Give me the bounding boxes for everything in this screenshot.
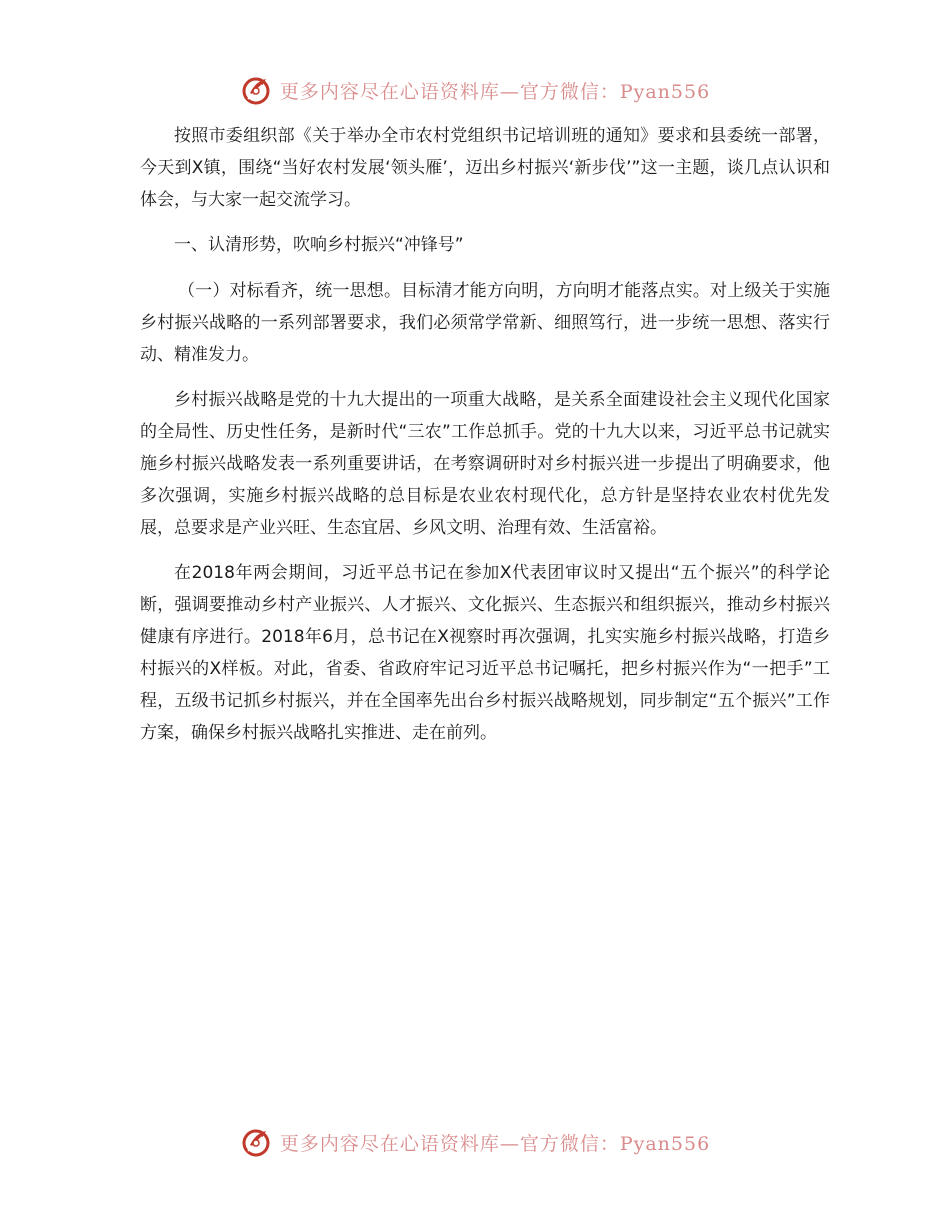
brand-logo-icon (240, 73, 274, 107)
footer-watermark-text: 更多内容尽在心语资料库—官方微信：Pyan556 (279, 1132, 711, 1155)
brand-logo-icon (240, 1125, 274, 1159)
header-watermark-banner (0, 68, 950, 112)
paragraph-strategy: 乡村振兴战略是党的十九大提出的一项重大战略，是关系全面建设社会主义现代化国家的全局性、历史性任务，是新时代“三农”工作总抓手。党的十九大以来，习近平总书记就实施乡村振兴战略发表一系列重要讲话，在考察调研时对乡村振兴进一步提出了明确要求，他多次强调，实施乡村振兴战略的总目标是农业农村现代化，总方针是坚持农业农村优先发展，总要求是产业兴旺、生态宜居、乡风文明、治理有效、生活富裕。 (140, 390, 830, 538)
section-heading-1: 一、认清形势，吹响乡村振兴“冲锋号” (174, 235, 464, 255)
subsection-paragraph-1: （一）对标看齐，统一思想。目标清才能方向明，方向明才能落点实。对上级关于实施乡村振兴战略的一系列部署要求，我们必须常学常新、细照笃行，进一步统一思想、落实行动、精准发力。 (140, 281, 830, 365)
footer-watermark-banner (0, 1120, 950, 1164)
header-watermark-text: 更多内容尽在心语资料库—官方微信：Pyan556 (279, 80, 711, 103)
paragraph-five-revitalizations: 在2018年两会期间，习近平总书记在参加X代表团审议时又提出“五个振兴”的科学论断，强调要推动乡村产业振兴、人才振兴、文化振兴、生态振兴和组织振兴，推动乡村振兴健康有序进行。2018年6月，总书记在X视察时再次强调，扎实实施乡村振兴战略，打造乡村振兴的X样板。对此，省委、省政府牢记习近平总书记嘱托，把乡村振兴作为“一把手”工程，五级书记抓乡村振兴，并在全国率先出台乡村振兴战略规划，同步制定“五个振兴”工作方案，确保乡村振兴战略扎实推进、走在前列。 (140, 563, 830, 743)
document-body (140, 120, 830, 762)
paragraph-intro: 按照市委组织部《关于举办全市农村党组织书记培训班的通知》要求和县委统一部署，今天到X镇，围绕“当好农村发展‘领头雁’，迈出乡村振兴‘新步伐’”这一主题，谈几点认识和体会，与大家一起交流学习。 (140, 126, 830, 210)
